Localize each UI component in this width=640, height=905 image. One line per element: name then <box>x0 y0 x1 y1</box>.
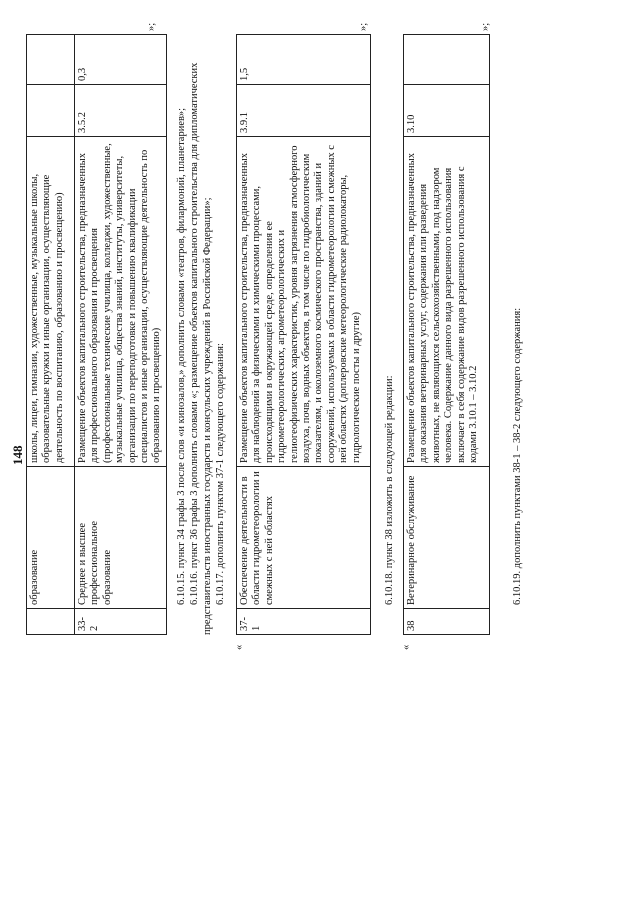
paragraph-6-10-19: 6.10.19. дополнить пунктами 38-1 – 38-2 следующего содержания: <box>512 307 523 605</box>
paragraph-6-10-18: 6.10.18. пункт 38 изложить в следующей редакции: <box>384 375 395 605</box>
row-name: Обеспечение деятельности в области гидрометеорологии и смежных с ней областях <box>237 467 371 609</box>
row-value: 1,5 <box>237 35 371 85</box>
row-code: 3.9.1 <box>237 85 371 137</box>
row-value <box>27 35 75 85</box>
row-value <box>404 35 490 85</box>
table-row <box>75 35 167 635</box>
page-number: 148 <box>10 445 25 465</box>
paragraph-6-10-15: 6.10.15. пункт 34 графы 3 после слов «и кинозалов,» дополнить словами «театров, филармоний, планетариев»; <box>176 107 187 605</box>
row-name: Среднее и высшее профессиональное образование <box>75 467 167 609</box>
row-number <box>27 609 75 635</box>
table-veterinary <box>403 34 490 635</box>
table-hydrometeorology <box>236 34 371 635</box>
row-description: Размещение объектов капитального строительства, предназначенных для профессионального образования и просвещения (профессиональные технические училища, колледжи, художественные, музыкальные училища, общества знаний, институты, университеты, организации по переподготовке и повышению квалификации специалистов и иные организации, осуществляющие деятельность по образованию и просвещению) <box>75 137 167 467</box>
row-description: Размещение объектов капитального строительства, предназначенных для оказания ветеринарных услуг, содержания или разведения животных, не являющихся сельскохозяйственными, под надзором человека. Содержание данного вида разрешенного использования включает в себя содержание видов разрешенного использования с кодами 3.10.1 – 3.10.2 <box>404 137 490 467</box>
paragraph-6-10-16: 6.10.16. пункт 36 графы 3 дополнить словами «; размещение объектов капитального строительства для дипломатических <box>189 62 200 605</box>
closing-quote: »; <box>146 22 157 31</box>
closing-quote: »; <box>358 22 369 31</box>
row-name: Ветеринарное обслуживание <box>404 467 490 609</box>
opening-quote: « <box>401 644 412 650</box>
row-number: 37-1 <box>237 609 371 635</box>
paragraph-6-10-17: 6.10.17. дополнить пунктом 37-1 следующего содержания: <box>215 343 226 605</box>
row-description: Размещение объектов капитального строительства, предназначенных для наблюдений за физическими и химическими процессами, происходящими в окружающей среде, определения ее гидрометеорологических, агрометеорологических и гелиогеофизических характеристик, уровня загрязнения атмосферного воздуха, почв, водных объектов, в том числе по гидробиологическим показателям, и околоземного космического пространства, зданий и сооружений, используемых в области гидрометеорологии и смежных с ней областях (доплеровские метеорологические радиолокаторы, гидрологические посты и другие) <box>237 137 371 467</box>
table-education <box>26 34 167 635</box>
opening-quote: « <box>234 644 245 650</box>
row-name: образование <box>27 467 75 609</box>
row-code: 3.5.2 <box>75 85 167 137</box>
row-code: 3.10 <box>404 85 490 137</box>
table-row <box>27 35 75 635</box>
table-row <box>404 35 490 635</box>
row-value: 0,3 <box>75 35 167 85</box>
table-row <box>237 35 371 635</box>
row-number: 38 <box>404 609 490 635</box>
row-description: школы, лицеи, гимназии, художественные, музыкальные школы, образовательные кружки и иные организации, осуществляющие деятельность по воспитанию, образованию и просвещению) <box>27 137 75 467</box>
paragraph-6-10-16-cont: представительств иностранных государств и консульских учреждений в Российской Федерации»; <box>202 197 213 635</box>
closing-quote: »; <box>480 22 491 31</box>
row-number: 33-2 <box>75 609 167 635</box>
row-code <box>27 85 75 137</box>
